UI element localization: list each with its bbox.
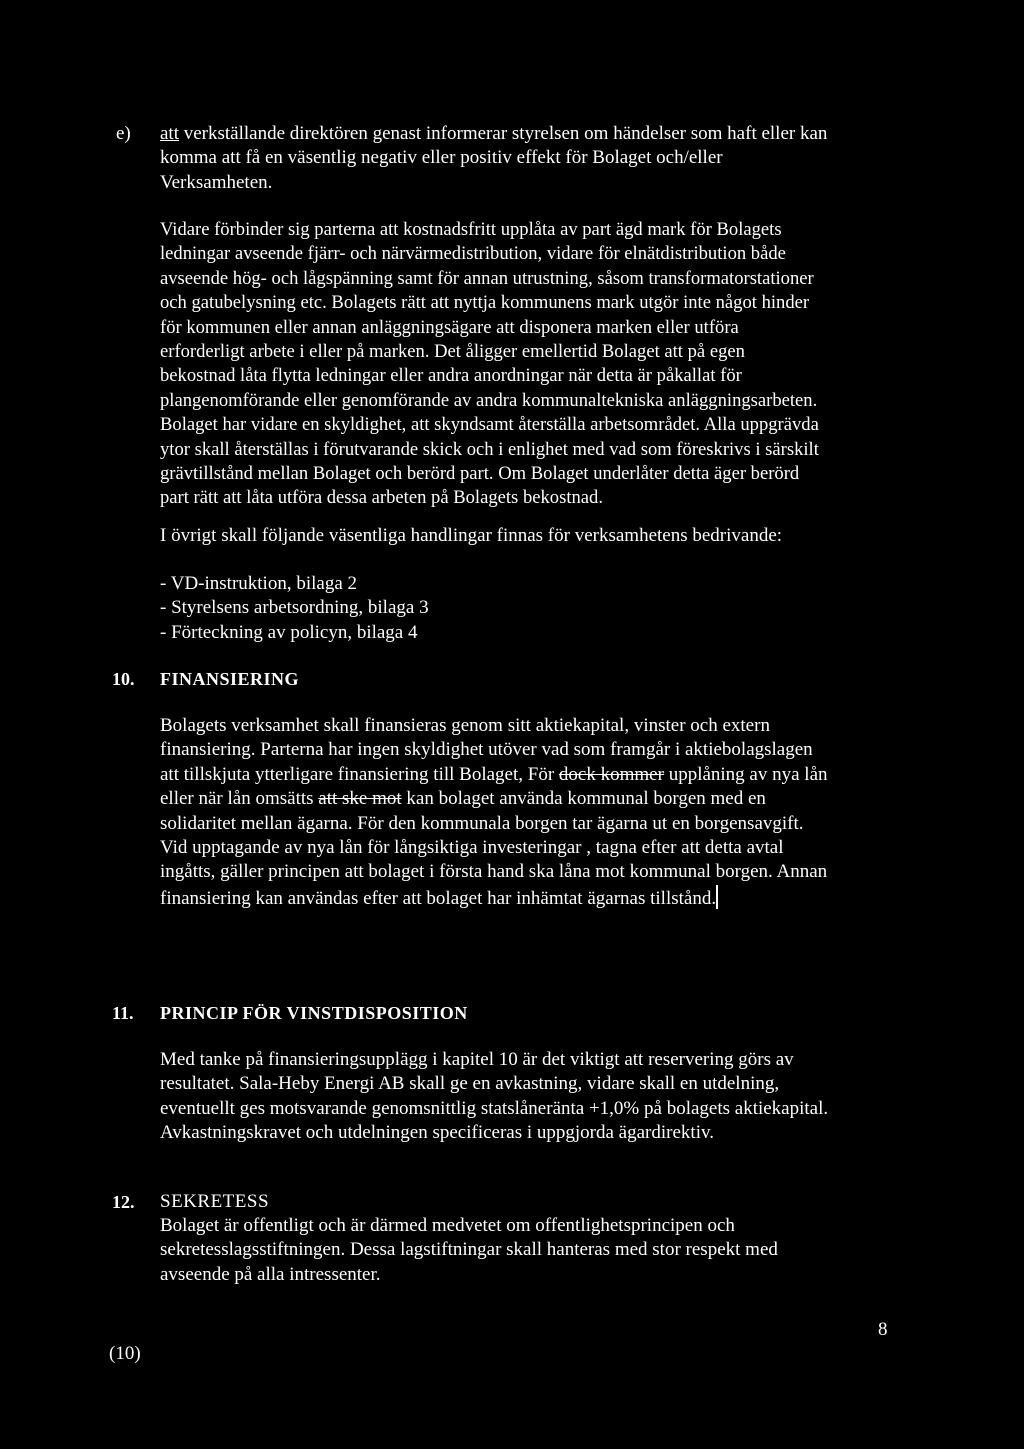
- item-e-line-1-rest: verkställande direktören genast informerar styrelsen om händelser som haft eller kan: [179, 123, 828, 144]
- paragraph-line: och gatubelysning etc. Bolagets rätt att nyttja kommunens mark utgör inte något hinder: [160, 292, 810, 314]
- paragraph-line: ingåtts, gäller principen att bolaget i första hand ska låna mot kommunal borgen. Annan: [160, 861, 828, 883]
- paragraph-line: [160, 787, 950, 811]
- item-e-line-2: komma att få en väsentlig negativ eller positiv effekt för Bolaget och/eller: [160, 147, 723, 169]
- item-e-text: [160, 122, 950, 195]
- documents-list: [160, 572, 429, 645]
- list-item: - VD-instruktion, bilaga 2: [160, 573, 358, 594]
- paragraph-line: avseende hög- och lågspänning samt för annan utrustning, såsom transformatorstationer: [160, 267, 814, 289]
- paragraph-line: resultatet. Sala-Heby Energi AB skall ge en avkastning, vidare skall en utdelning,: [160, 1073, 780, 1095]
- paragraph-line: eventuellt ges motsvarande genomsnittlig statslåneränta +1,0% på bolagets aktiekapital.: [160, 1097, 829, 1119]
- paragraph-line: Vid upptagande av nya lån för långsiktiga investeringar , tagna efter att detta avtal: [160, 837, 784, 859]
- page-number: 8: [878, 1319, 888, 1340]
- section-10-title: FINANSIERING: [160, 669, 300, 689]
- paragraph-line: Bolaget har vidare en skyldighet, att skyndsamt återställa arbetsområdet. Alla uppgrävda: [160, 414, 819, 436]
- section-11-title: PRINCIP FÖR VINSTDISPOSITION: [160, 1003, 468, 1023]
- list-item: - Förteckning av policyn, bilaga 4: [160, 621, 418, 643]
- section-12-number: 12.: [112, 1192, 135, 1212]
- text-segment: eller när lån omsätts: [160, 788, 319, 810]
- footer-reference: (10): [109, 1343, 141, 1364]
- section-10-number: 10.: [112, 669, 135, 689]
- paragraph-line: Vidare förbinder sig parterna att kostnadsfritt upplåta av part ägd mark för Bolagets: [160, 219, 782, 240]
- land-use-paragraph: [160, 218, 950, 511]
- paragraph-line: finansiering. Parterna har ingen skyldighet utöver vad som framgår i aktiebolagslagen: [160, 739, 813, 761]
- paragraph-line: part rätt att låta utföra dessa arbeten på Bolagets bekostnad.: [160, 487, 603, 509]
- paragraph-line: för kommunen eller annan anläggningsägare att disponera marken eller utföra: [160, 316, 739, 338]
- item-e-line-3: Verksamheten.: [160, 171, 273, 193]
- text-cursor-icon: [716, 885, 718, 909]
- paragraph-line: ledningar avseende fjärr- och närvärmedistribution, vidare för elnätdistribution både: [160, 243, 786, 265]
- text-segment: upplåning av nya lån: [663, 763, 828, 785]
- struck-text: att ske mot: [318, 788, 402, 810]
- section-10-body: [160, 714, 950, 911]
- text-segment: att tillskjuta ytterligare finansiering till Bolaget, För: [160, 763, 559, 785]
- paragraph-line: bekostnad låta flytta ledningar eller andra anordningar när detta är påkallat för: [160, 365, 742, 387]
- text-segment: finansiering kan användas efter att bolaget har inhämtat ägarnas tillstånd.: [160, 887, 717, 909]
- section-12-title: SEKRETESS: [160, 1191, 270, 1212]
- paragraph-line: ytor skall återställas i förutvarande skick och i enlighet med vad som föreskrivs i särskilt: [160, 438, 819, 460]
- paragraph-line: sekretesslagsstiftningen. Dessa lagstiftningar skall hanteras med stor respekt med: [160, 1239, 778, 1261]
- paragraph-line: [160, 885, 950, 911]
- list-item: - Styrelsens arbetsordning, bilaga 3: [160, 597, 429, 619]
- paragraph-line: erforderligt arbete i eller på marken. Det åligger emellertid Bolaget att på egen: [160, 341, 745, 363]
- paragraph-line: avseende på alla intressenter.: [160, 1263, 381, 1285]
- paragraph-line: grävtillstånd mellan Bolaget och berörd part. Om Bolaget underlåter detta äger berörd: [160, 463, 800, 485]
- paragraph-line: Bolagets verksamhet skall finansieras genom sitt aktiekapital, vinster och extern: [160, 715, 770, 736]
- paragraph-line: solidaritet mellan ägarna. För den kommunala borgen tar ägarna ut en borgensavgift.: [160, 812, 804, 834]
- section-11-number: 11.: [112, 1003, 134, 1023]
- paragraph-line: Avkastningskravet och utdelningen specificeras i uppgjorda ägardirektiv.: [160, 1122, 714, 1144]
- struck-text: dock kommer: [558, 763, 664, 785]
- paragraph-line: [160, 763, 950, 787]
- paragraph-line: plangenomförande eller genomförande av andra kommunaltekniska anläggningsarbeten.: [160, 389, 818, 411]
- section-11-body: [160, 1048, 950, 1146]
- item-e-first-word: att: [160, 123, 179, 144]
- documents-intro: I övrigt skall följande väsentliga handlingar finnas för verksamhetens bedrivande:: [160, 525, 783, 546]
- item-e-label: e): [116, 123, 131, 144]
- item-e-line-1: [160, 122, 950, 146]
- section-12-body: [160, 1214, 950, 1287]
- paragraph-line: Bolaget är offentligt och är därmed medvetet om offentlighetsprincipen och: [160, 1215, 735, 1236]
- paragraph-line: Med tanke på finansieringsupplägg i kapitel 10 är det viktigt att reservering görs av: [160, 1049, 794, 1070]
- text-segment: kan bolaget använda kommunal borgen med en: [401, 788, 766, 810]
